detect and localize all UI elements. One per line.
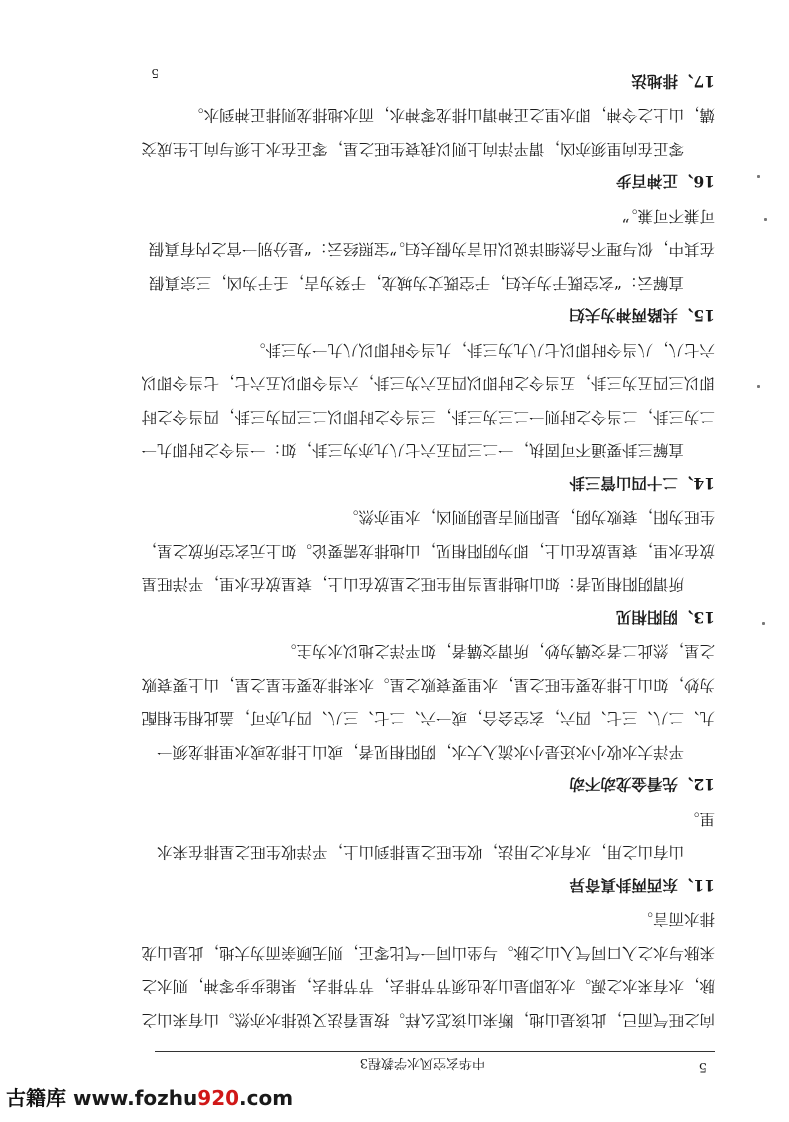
section-heading: 16、正神百步 [615, 172, 715, 192]
watermark-brand: 古籍库 [6, 1086, 66, 1110]
paragraph: 零正在向里须亦凶，谓平洋向上则以我衰生旺之星，零正在水上须与向上生成交媾，山上之令神，即水里之正神谓山排龙零神水，而水地排龙则排正神到水。 [141, 106, 715, 158]
scan-speck [757, 175, 760, 178]
header-page-number: 5 [698, 1059, 707, 1074]
section-heading: 12、先看金龙动不动 [569, 775, 715, 795]
header-rule [155, 1051, 715, 1052]
section-heading: 14、二十四山管三卦 [569, 474, 715, 493]
scan-speck [757, 385, 760, 388]
running-header [95, 1050, 715, 1080]
site-watermark [0, 1080, 326, 1116]
paragraph: 平洋大水收小水还是小水流入大水，阴阳相见者，或山上排龙或水里排龙须一九、二八、三七、四六，玄空会合，或一六、二七、三八、四九亦可，盖此相生相配为妙，如山上排龙要生旺之星，水里要衰败之星。水来排龙要生星之星，山上要衰败之星，然此二者交媾为妙，所谓交媾者，如平洋之地以水为主。 [141, 642, 715, 761]
section-heading: 17、排地法 [631, 72, 715, 91]
bottom-page-number: 5 [151, 66, 159, 80]
rotated-page-content [95, 40, 715, 1080]
watermark-url-prefix: www.fozhu [72, 1086, 198, 1110]
section-heading: 15、共路两神为夫妇 [569, 306, 715, 326]
body-text [135, 65, 715, 1037]
section-heading: 11、东西两卦真奇异 [569, 876, 715, 895]
paragraph: 所谓阴阳相见者：如山地排星当用生旺之星放在山上，衰星放在水里，平洋旺星放在水里，衰星放在山上，即为阴阳相见，山地排龙需要论。如上元玄空所放之星，生旺为阳，衰败为阴，是阳则吉是阴则凶，水里亦然。 [141, 508, 715, 594]
paragraph: 山有山之用，水有水之用法，收生旺之星排到山上，平洋收生旺之星排在来水里。 [156, 810, 715, 862]
paragraph: 向之旺气而已，此该是山地，断来山该怎么样。按星看法又说排水亦然。山有来山之脉，水有来水之源。水龙即是山龙也须节节排去，节节排去，果能步步零神，则水之来脉与水之入口同气入山之脉。与坐山同一气比零正，则无顾亲而为大地，此是山龙排水而言。 [141, 910, 715, 1029]
paragraph: 直解云：“玄空既于为夫妇，于空既丈为城龙，于癸为吉，壬于为凶，三宗真假在其中，似与理不合然细详说以出言为假夫妇。”宝照经云：“是分别一官之内有真假可兼不可兼。” [148, 207, 715, 292]
header-book-title: 中华玄空风水学教程3 [359, 1055, 485, 1070]
watermark-url-suffix: .com [239, 1086, 294, 1110]
paragraph: 直解三卦要通不可固执，一二三四五六七八九亦为三卦，如：一当令之时即九一二为三卦，二当令之时则一二三为三卦，三当令之时即以二三四为三卦，四当令之时即以三四五为三卦，五当令之时即以四五六为三卦，六当令即以五六七，七当令即以六七八，八当令时即以七八九为三卦，九当令时即以八九一为三卦。 [141, 341, 715, 460]
watermark-url-highlight: 920 [197, 1086, 240, 1110]
section-heading: 13、阴阳相见 [615, 608, 715, 627]
scan-speck [764, 218, 767, 221]
scan-speck [762, 622, 765, 625]
